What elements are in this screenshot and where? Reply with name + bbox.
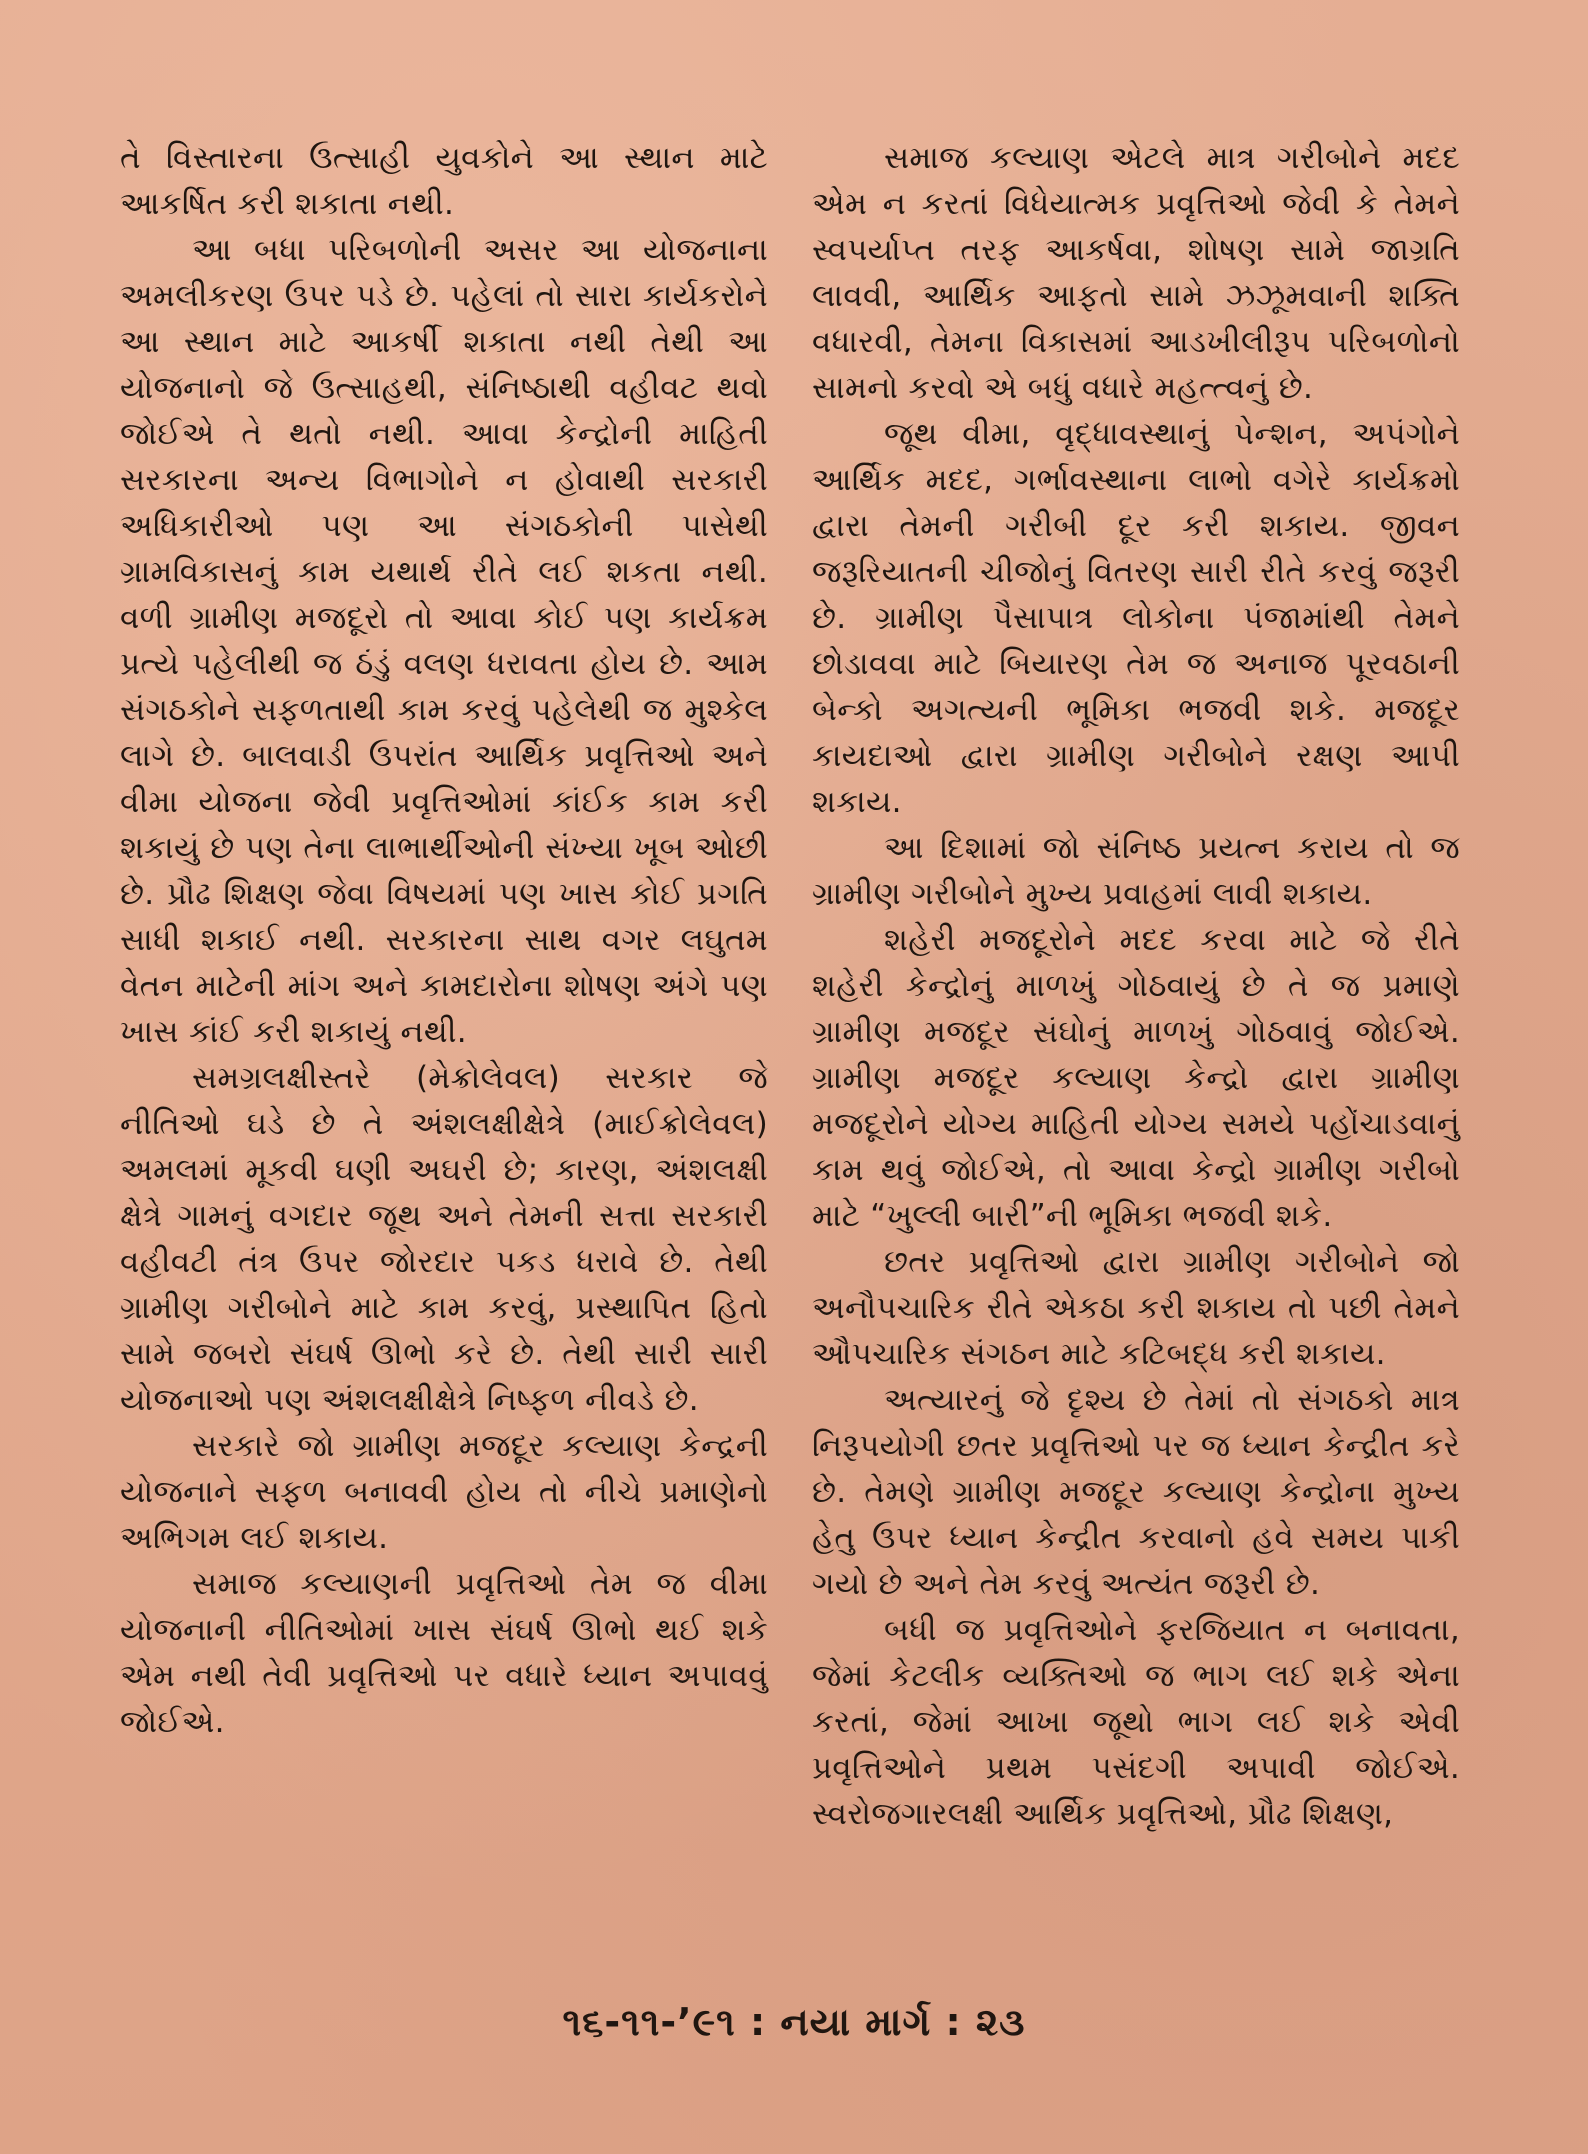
paragraph: આ દિશામાં જો સંનિષ્ઠ પ્રયત્ન કરાય તો જ ગ્રામીણ ગરીબોને મુખ્ય પ્રવાહમાં લાવી શકાય. [812, 830, 1460, 912]
right-column [812, 135, 1460, 1837]
page-footer: ૧૬-૧૧-’૯૧ : નયા માર્ગ : ૨૩ [562, 2000, 1026, 2044]
paragraph: શહેરી મજદૂરોને મદદ કરવા માટે જે રીતે શહેરી કેન્દ્રોનું માળખું ગોઠવાયું છે તે જ પ્રમાણે ગ્રામીણ મજદૂર સંઘોનું માળખું ગોઠવાવું જોઈએ. ગ્રામીણ મજદૂર કલ્યાણ કેન્દ્રો દ્વારા ગ્રામીણ મજદૂરોને યોગ્ય માહિતી યોગ્ય સમયે પહોંચાડવાનું કામ થવું જોઈએ, તો આવા કેન્દ્રો ગ્રામીણ ગરીબો માટે “ખુલ્લી બારી”ની ભૂમિકા ભજવી શકે. [812, 922, 1460, 1234]
paragraph: સમગ્રલક્ષીસ્તરે (મેક્રોલેવલ) સરકાર જે નીતિઓ ઘડે છે તે અંશલક્ષીક્ષેત્રે (માઈક્રોલેવલ) અમલમાં મૂકવી ઘણી અઘરી છે; કારણ, અંશલક્ષી ક્ષેત્રે ગામનું વગદાર જૂથ અને તેમની સત્તા સરકારી વહીવટી તંત્ર ઉપર જોરદાર પકડ ધરાવે છે. તેથી ગ્રામીણ ગરીબોને માટે કામ કરવું, પ્રસ્થાપિત હિતો સામે જબરો સંઘર્ષ ઊભો કરે છે. તેથી સારી સારી યોજનાઓ પણ અંશલક્ષીક્ષેત્રે નિષ્ફળ નીવડે છે. [120, 1060, 768, 1418]
left-column [120, 135, 768, 1745]
paragraph: અત્યારનું જે દૃશ્ય છે તેમાં તો સંગઠકો માત્ર નિરૂપયોગી છતર પ્રવૃત્તિઓ પર જ ધ્યાન કેન્દ્રીત કરે છે. તેમણે ગ્રામીણ મજદૂર કલ્યાણ કેન્દ્રોના મુખ્ય હેતુ ઉપર ધ્યાન કેન્દ્રીત કરવાનો હવે સમય પાકી ગયો છે અને તેમ કરવું અત્યંત જરૂરી છે. [812, 1382, 1460, 1602]
paragraph: સમાજ કલ્યાણ એટલે માત્ર ગરીબોને મદદ એમ ન કરતાં વિધેયાત્મક પ્રવૃત્તિઓ જેવી કે તેમને સ્વપર્યાપ્ત તરફ આકર્ષવા, શોષણ સામે જાગ્રતિ લાવવી, આર્થિક આફતો સામે ઝઝૂમવાની શક્તિ વધારવી, તેમના વિકાસમાં આડખીલીરૂપ પરિબળોનો સામનો કરવો એ બધું વધારે મહત્ત્વનું છે. [812, 140, 1460, 406]
paragraph: સરકારે જો ગ્રામીણ મજદૂર કલ્યાણ કેન્દ્રની યોજનાને સફળ બનાવવી હોય તો નીચે પ્રમાણેનો અભિગમ લઈ શકાય. [120, 1428, 768, 1556]
paragraph: જૂથ વીમા, વૃદ્ધાવસ્થાનું પેન્શન, અપંગોને આર્થિક મદદ, ગર્ભાવસ્થાના લાભો વગેરે કાર્યક્રમો દ્વારા તેમની ગરીબી દૂર કરી શકાય. જીવન જરૂરિયાતની ચીજોનું વિતરણ સારી રીતે કરવું જરૂરી છે. ગ્રામીણ પૈસાપાત્ર લોકોના પંજામાંથી તેમને છોડાવવા માટે બિયારણ તેમ જ અનાજ પૂરવઠાની બેન્કો અગત્યની ભૂમિકા ભજવી શકે. મજદૂર કાયદાઓ દ્વારા ગ્રામીણ ગરીબોને રક્ષણ આપી શકાય. [812, 416, 1460, 820]
paragraph: બધી જ પ્રવૃત્તિઓને ફરજિયાત ન બનાવતા, જેમાં કેટલીક વ્યક્તિઓ જ ભાગ લઈ શકે એના કરતાં, જેમાં આખા જૂથો ભાગ લઈ શકે એવી પ્રવૃત્તિઓને પ્રથમ પસંદગી અપાવી જોઈએ. સ્વરોજગારલક્ષી આર્થિક પ્રવૃત્તિઓ, પ્રૌઢ શિક્ષણ, [812, 1612, 1460, 1832]
paragraph: સમાજ કલ્યાણની પ્રવૃત્તિઓ તેમ જ વીમા યોજનાની નીતિઓમાં ખાસ સંઘર્ષ ઊભો થઈ શકે એમ નથી તેવી પ્રવૃત્તિઓ પર વધારે ધ્યાન અપાવવું જોઈએ. [120, 1566, 768, 1740]
paragraph: છતર પ્રવૃત્તિઓ દ્વારા ગ્રામીણ ગરીબોને જો અનૌપચારિક રીતે એકઠા કરી શકાય તો પછી તેમને ઔપચારિક સંગઠન માટે કટિબદ્ધ કરી શકાય. [812, 1244, 1460, 1372]
paragraph: તે વિસ્તારના ઉત્સાહી યુવકોને આ સ્થાન માટે આકર્ષિત કરી શકાતા નથી. [120, 140, 768, 222]
paragraph: આ બધા પરિબળોની અસર આ યોજનાના અમલીકરણ ઉપર પડે છે. પહેલાં તો સારા કાર્યકરોને આ સ્થાન માટે આકર્ષી શકાતા નથી તેથી આ યોજનાનો જે ઉત્સાહથી, સંનિષ્ઠાથી વહીવટ થવો જોઈએ તે થતો નથી. આવા કેન્દ્રોની માહિતી સરકારના અન્ય વિભાગોને ન હોવાથી સરકારી અધિકારીઓ પણ આ સંગઠકોની પાસેથી ગ્રામવિકાસનું કામ યથાર્થ રીતે લઈ શકતા નથી. વળી ગ્રામીણ મજદૂરો તો આવા કોઈ પણ કાર્યક્રમ પ્રત્યે પહેલીથી જ ઠંડું વલણ ધરાવતા હોય છે. આમ સંગઠકોને સફળતાથી કામ કરવું પહેલેથી જ મુશ્કેલ લાગે છે. બાલવાડી ઉપરાંત આર્થિક પ્રવૃત્તિઓ અને વીમા યોજના જેવી પ્રવૃત્તિઓમાં કાંઈક કામ કરી શકાયું છે પણ તેના લાભાર્થીઓની સંખ્યા ખૂબ ઓછી છે. પ્રૌઢ શિક્ષણ જેવા વિષયમાં પણ ખાસ કોઈ પ્રગતિ સાધી શકાઈ નથી. સરકારના સાથ વગર લઘુતમ વેતન માટેની માંગ અને કામદારોના શોષણ અંગે પણ ખાસ કાંઈ કરી શકાયું નથી. [120, 232, 768, 1050]
